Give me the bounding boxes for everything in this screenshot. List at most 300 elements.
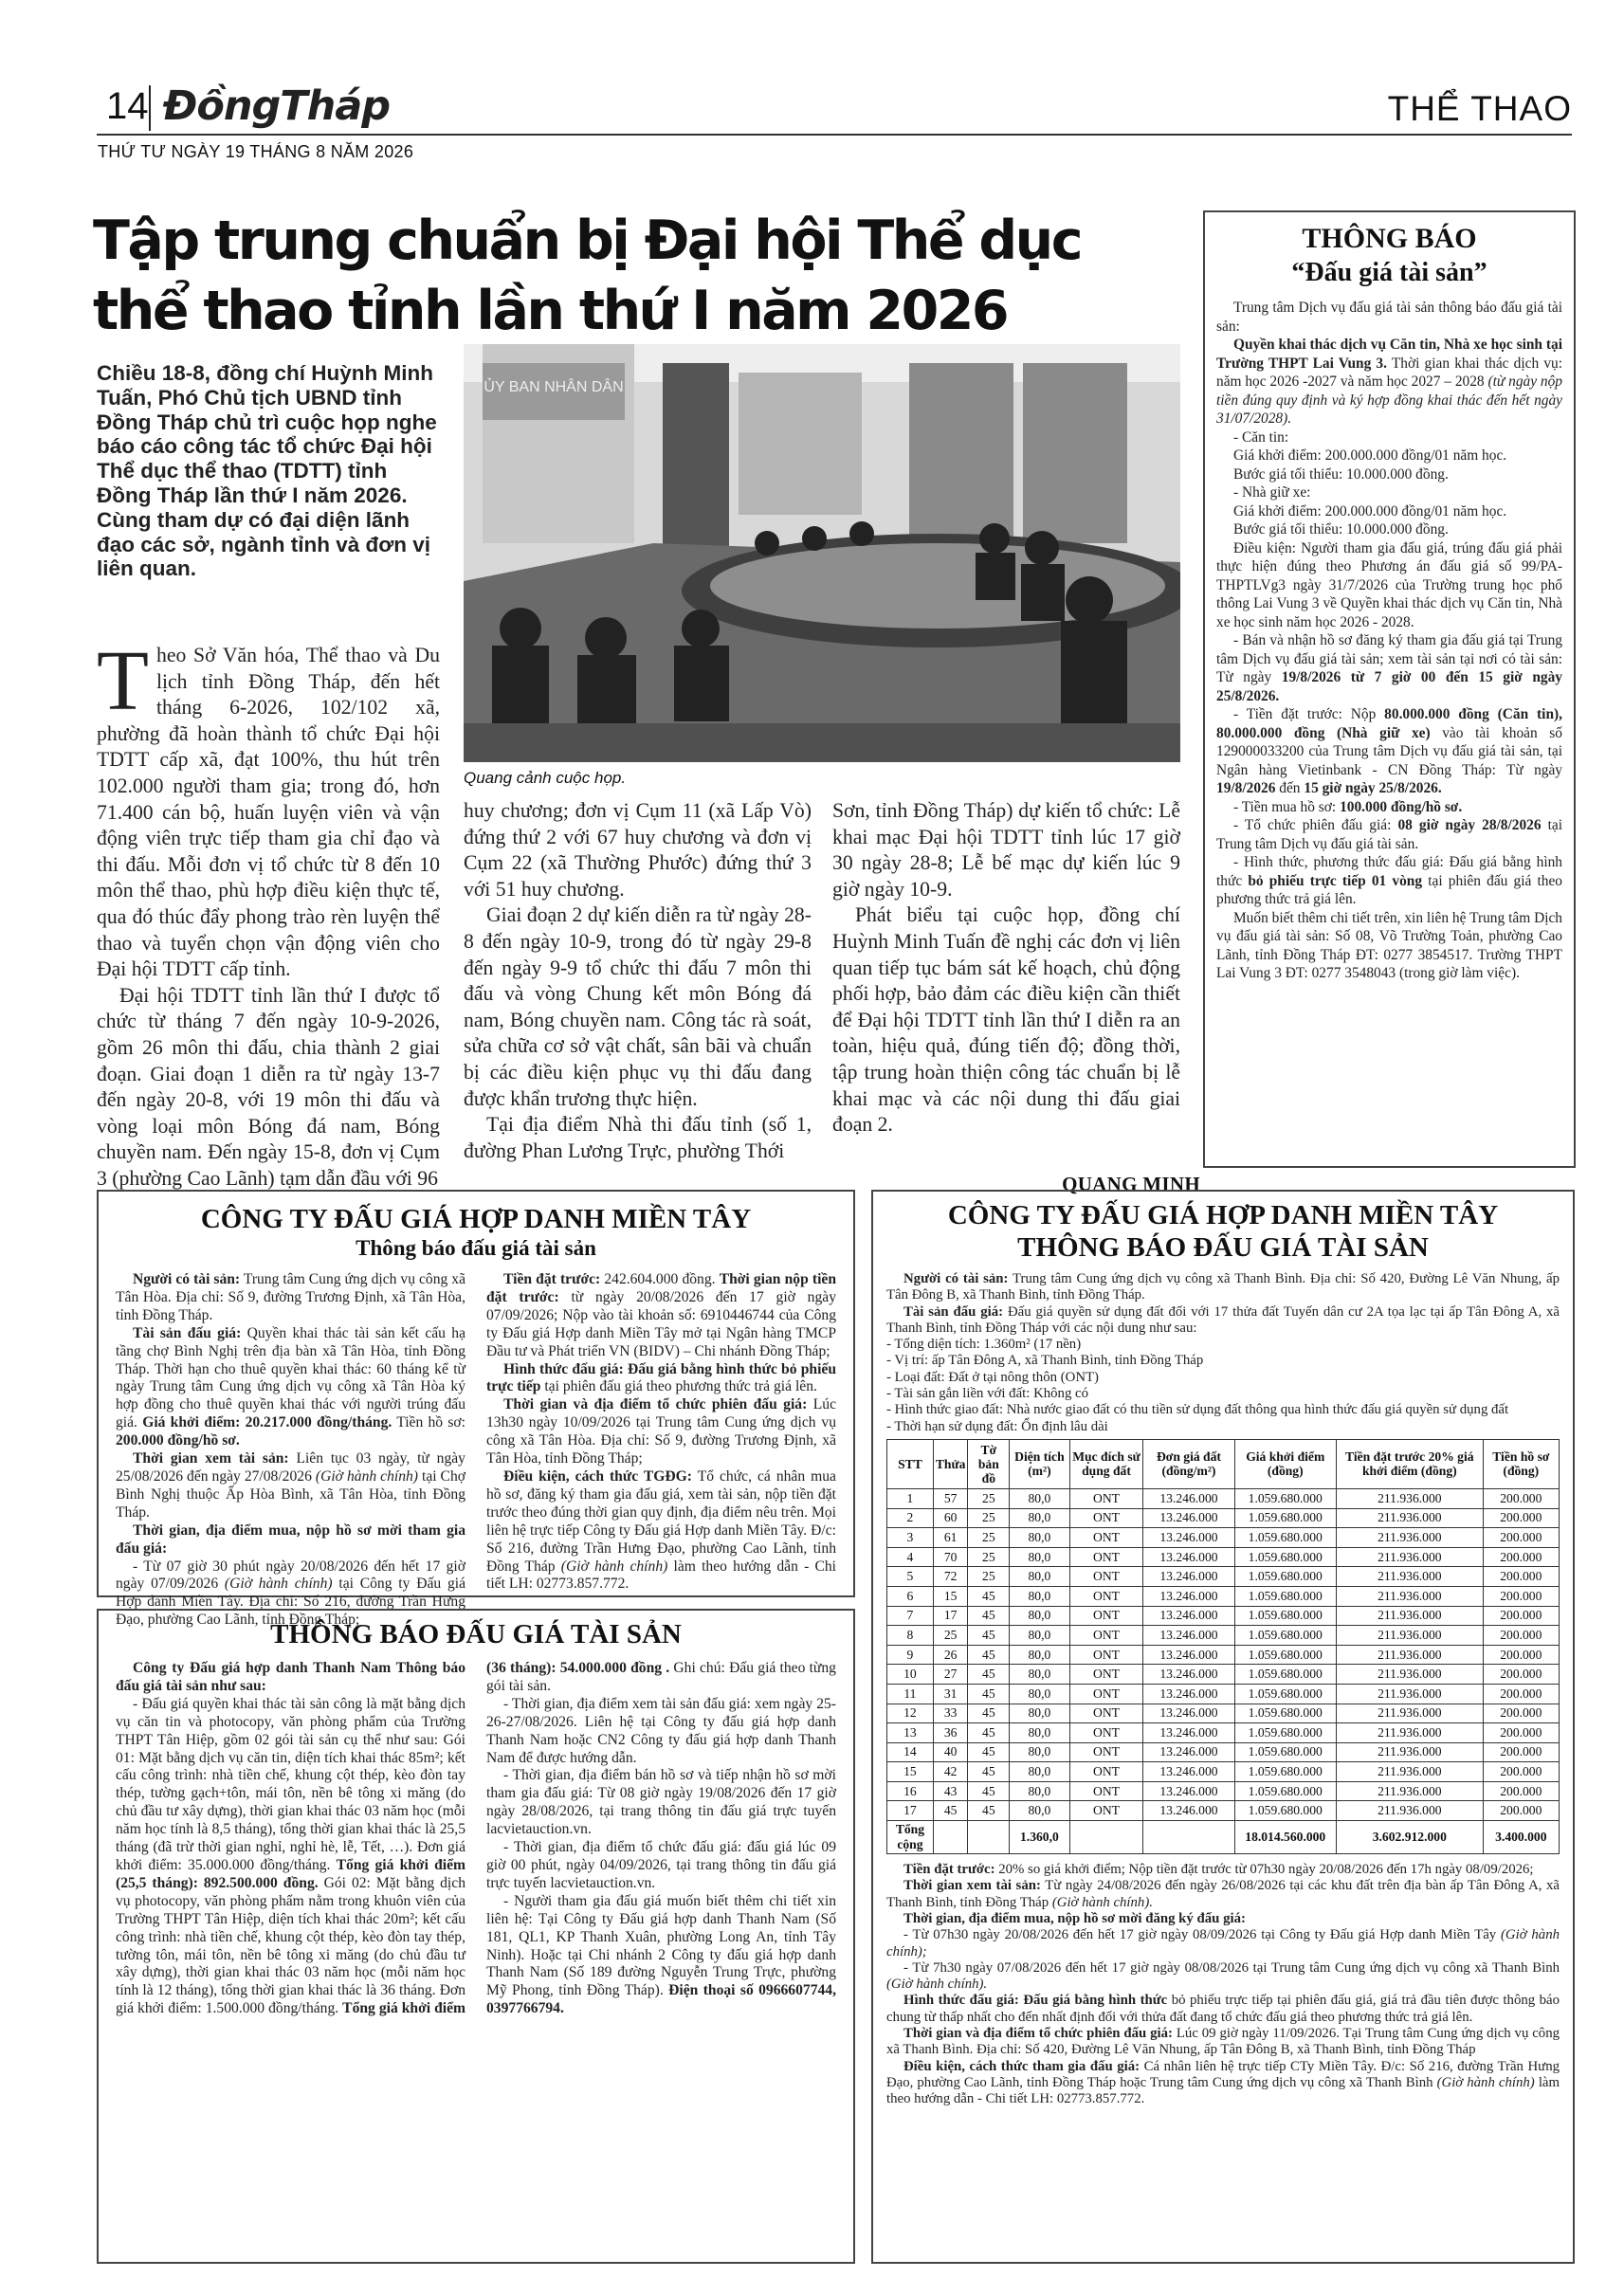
notice-text: bỏ phiếu trực tiếp 01 vòng (1248, 872, 1423, 889)
auction-ad-mien-tay-1 (97, 1190, 855, 1629)
table-header-cell: STT (887, 1439, 934, 1488)
table-cell: 80,0 (1010, 1488, 1069, 1508)
article-photo (464, 344, 1180, 762)
table-header-cell: Giá khởi điểm (đồng) (1234, 1439, 1336, 1488)
table-cell: 17 (887, 1801, 934, 1821)
ad-body-bottom (886, 1862, 1560, 2107)
notice-line: Bước giá tối thiểu: 10.000.000 đồng. (1233, 465, 1449, 483)
table-row (887, 1742, 1560, 1762)
photo-sign: ỦY BAN NHÂN DÂN (484, 379, 624, 395)
table-row (887, 1528, 1560, 1548)
table-total-cell: 18.014.560.000 (1234, 1821, 1336, 1854)
table-cell: 1.059.680.000 (1234, 1723, 1336, 1743)
ad-label: Tài sản đấu giá: (903, 1303, 1004, 1320)
ad-label: Tiền đặt trước: (903, 1862, 995, 1878)
table-cell: 13 (887, 1723, 934, 1743)
table-cell: ONT (1069, 1704, 1143, 1723)
table-cell: 25 (968, 1547, 1010, 1567)
table-cell: 13.246.000 (1143, 1742, 1234, 1762)
table-cell: 200.000 (1483, 1626, 1559, 1646)
table-cell: 45 (933, 1801, 968, 1821)
table-cell: 36 (933, 1723, 968, 1743)
ad-label: Thời gian và địa điểm tổ chức phiên đấu giá: (503, 1396, 808, 1413)
table-cell: 80,0 (1010, 1528, 1069, 1548)
table-cell: 13.246.000 (1143, 1547, 1234, 1567)
table-total-row (887, 1821, 1560, 1854)
article-column-2 (464, 798, 812, 1164)
table-row (887, 1665, 1560, 1685)
notice-text: tại Trung tâm Dịch vụ đấu giá tài sản. (1216, 817, 1563, 852)
table-cell: 13.246.000 (1143, 1704, 1234, 1723)
table-total-cell: 3.400.000 (1483, 1821, 1559, 1854)
ad-body (116, 1271, 836, 1630)
table-cell: 200.000 (1483, 1488, 1559, 1508)
ad-label: Tiền đặt trước: (503, 1271, 601, 1287)
ad-text: Gói 02: Mặt bằng dịch vụ photocopy, văn phòng phẩm nằm trong khuôn viên của Trường THPT Tân Hiệp, diện tích khai thác 20m²; kết cấu công trình: nhà tiền chế, khung cột thép, kèo đòn tay thép, tường tôn, mái tôn, nền bê tông xi măng (do chủ đầu tư xây dựng), thời gian khai thác 03 năm học (mỗi năm học tính là 12 tháng), tổng thời gian khai thác là 36 tháng. Đơn giá khởi điểm: 1.500.000 đồng/tháng. (116, 1874, 465, 2017)
table-cell: ONT (1069, 1606, 1143, 1626)
table-cell: 25 (968, 1508, 1010, 1528)
ad-label: Thời gian xem tài sản: (133, 1450, 289, 1467)
notice-text: - Tổ chức phiên đấu giá: (1233, 817, 1392, 833)
ad-text: - Đấu giá quyền khai thác tài sản công là mặt bằng dịch vụ căn tin và photocopy, văn phòng phẩm của Trường THPT Tân Hiệp, gồm 02 gói tài sản cụ thể như sau: Gói 01: Mặt bằng dịch vụ căn tin, diện tích khai thác 85m²; kết cấu công trình: nhà tiền chế, khung cột thép, kèo đòn tay thép, tường gạch+tôn, mái tôn, nền bê tông xi măng (do chủ đầu tư xây dựng), thời gian khai thác 03 năm học (mỗi năm học tính là 8,5 tháng), tổng thời gian khai thác là 25,5 tháng (đã trừ thời gian nghỉ, nghỉ hè, lễ, Tết, …). Đơn giá khởi điểm: 35.000.000 đồng/tháng. (116, 1695, 465, 1873)
article-paragraph-5: Tại địa điểm Nhà thi đấu tỉnh (số 1, đường Phan Lương Trực, phường Thới (464, 1113, 812, 1162)
notice-text: 100.000 đồng/hồ sơ. (1340, 798, 1463, 815)
table-cell: 13.246.000 (1143, 1762, 1234, 1782)
table-cell: 1.059.680.000 (1234, 1762, 1336, 1782)
table-cell: ONT (1069, 1684, 1143, 1704)
notice-text: 19/8/2026 (1216, 780, 1276, 796)
table-cell: ONT (1069, 1781, 1143, 1801)
table-cell: 40 (933, 1742, 968, 1762)
table-cell: 80,0 (1010, 1781, 1069, 1801)
table-cell: 80,0 (1010, 1704, 1069, 1723)
table-cell: 200.000 (1483, 1586, 1559, 1606)
table-row (887, 1762, 1560, 1782)
table-cell: 10 (887, 1665, 934, 1685)
article-paragraph-7: Phát biểu tại cuộc họp, đồng chí Huỳnh Minh Tuấn đề nghị các đơn vị liên quan tiếp tục bám sát kế hoạch, chủ động phối hợp, bảo đảm các điều kiện cần thiết để Đại hội TDTT tỉnh lần thứ I diễn ra an toàn, hiệu quả, đúng tiến độ; đồng thời, tập trung hoàn thiện công tác chuẩn bị lễ khai mạc và các nội dung thi đấu giai đoạn 2. (832, 903, 1180, 1137)
photo-caption: Quang cảnh cuộc họp. (464, 769, 627, 787)
table-cell: 13.246.000 (1143, 1645, 1234, 1665)
ad-text: (Giờ hành chính) (224, 1576, 333, 1593)
table-cell: 211.936.000 (1336, 1684, 1483, 1704)
notice-asset: Quyền khai thác dịch vụ Căn tin, Nhà xe học sinh tại Trường THPT Lai Vung 3. (1216, 337, 1562, 372)
ad-text: làm theo hướng dẫn - Chi tiết LH: 02773.857.772. (486, 1558, 836, 1593)
table-row (887, 1606, 1560, 1626)
table-cell: 1.059.680.000 (1234, 1704, 1336, 1723)
ad-text: (Giờ hành chính). (886, 1977, 988, 1993)
ad-label: Điều kiện, cách thức TGĐG: (503, 1467, 692, 1485)
table-cell: 5 (887, 1567, 934, 1587)
ad-text: Đấu giá quyền sử dụng đất đối với 17 thửa đất Tuyến dân cư 2A tọa lạc tại ấp Tân Đông A, xã Thanh Bình, tỉnh Đồng Tháp với các nội dung như sau: (886, 1303, 1560, 1336)
drop-cap: T (97, 634, 149, 728)
ad-list-item: - Thời hạn sử dụng đất: Ổn định lâu dài (886, 1418, 1108, 1434)
table-cell: 45 (968, 1801, 1010, 1821)
table-cell: 80,0 (1010, 1684, 1069, 1704)
table-row (887, 1704, 1560, 1723)
article-paragraph-3: huy chương; đơn vị Cụm 11 (xã Lấp Vò) đứng thứ 2 với 67 huy chương và đơn vị Cụm 22 (xã Thường Phước) đứng thứ 3 với 51 huy chương. (464, 799, 812, 901)
ad-text: - Thời gian, địa điểm xem tài sản đấu giá: xem ngày 25-26-27/08/2026. Liên hệ tại Công ty đấu giá hợp danh Thanh Nam hoặc CN2 Công ty đấu giá hợp danh Thanh Nam để được hướng dẫn. (486, 1695, 836, 1766)
notice-line: Bước giá tối thiểu: 10.000.000 đồng. (1233, 521, 1449, 538)
ad-label: Thời gian xem tài sản: (903, 1878, 1041, 1894)
meeting-photo-illustration (464, 344, 1180, 762)
notice-text: - Bán và nhận hồ sơ đăng ký tham gia đấu giá tại Trung tâm Dịch vụ đấu giá tài sản; xem tài sản tại nơi có tài sản: Từ ngày (1216, 632, 1562, 685)
table-cell: 80,0 (1010, 1742, 1069, 1762)
article-paragraph-2: Đại hội TDTT tỉnh lần thứ I được tổ chức từ tháng 7 đến ngày 10-9-2026, gồm 26 môn thi đấu, chia thành 2 giai đoạn. Giai đoạn 1 diễn ra từ ngày 13-7 đến ngày 20-8, với 19 môn thi đấu và vòng loại môn Bóng đá nam, Bóng chuyền nam. Đến ngày 15-8, đơn vị Cụm 3 (phường Cao Lãnh) tạm dẫn đầu với 96 (97, 983, 440, 1190)
table-cell: 200.000 (1483, 1508, 1559, 1528)
ad-label: Thời gian, địa điểm mua, nộp hồ sơ mời đăng ký đấu giá: (903, 1910, 1246, 1926)
table-cell: 200.000 (1483, 1645, 1559, 1665)
notice-line: - Căn tin: (1233, 428, 1289, 446)
table-cell: 1.059.680.000 (1234, 1567, 1336, 1587)
notice-line: - Nhà giữ xe: (1233, 484, 1311, 501)
table-total-cell (1069, 1821, 1143, 1854)
table-cell: 26 (933, 1645, 968, 1665)
table-cell: ONT (1069, 1586, 1143, 1606)
ad-text: tại Công ty Đấu giá Hợp danh Miền Tây. Địa chỉ: Số 216, đường Trần Hưng Đạo, phường Cao Lãnh, tỉnh Đồng Tháp; (116, 1576, 465, 1629)
notice-text: vào tài khoản số 129000033200 của Trung tâm Dịch vụ đấu giá tài sản, tại Ngân hàng Vietinbank - CN Đồng Tháp: Từ ngày (1216, 724, 1562, 778)
table-cell: 13.246.000 (1143, 1801, 1234, 1821)
table-cell: 200.000 (1483, 1547, 1559, 1567)
table-cell: ONT (1069, 1665, 1143, 1685)
ad-text: Ghi chú: Đấu giá theo từng gói tài sản. (486, 1660, 836, 1694)
table-cell: 13.246.000 (1143, 1684, 1234, 1704)
ad-list-item: - Tài sản gắn liền với đất: Không có (886, 1386, 1089, 1402)
table-cell: 1 (887, 1488, 934, 1508)
ad-text: tại phiên đấu giá theo phương thức trả giá lên. (544, 1378, 817, 1395)
ad-title: THÔNG BÁO ĐẤU GIÁ TÀI SẢN (270, 1619, 682, 1649)
ad-text: (Giờ hành chính); (886, 1927, 1560, 1959)
table-row (887, 1626, 1560, 1646)
ad-label: Công ty Đấu giá hợp danh Thanh Nam Thông báo đấu giá tài sản như sau: (116, 1660, 465, 1694)
table-cell: 200.000 (1483, 1723, 1559, 1743)
table-cell: 45 (968, 1684, 1010, 1704)
table-cell: 211.936.000 (1336, 1742, 1483, 1762)
table-cell: 45 (968, 1665, 1010, 1685)
table-cell: 211.936.000 (1336, 1645, 1483, 1665)
table-cell: ONT (1069, 1626, 1143, 1646)
table-cell: ONT (1069, 1645, 1143, 1665)
table-cell: 17 (933, 1606, 968, 1626)
notice-text: 80.000.000 đồng (Căn tin), 80.000.000 đồng (Nhà giữ xe) (1216, 706, 1562, 741)
notice-text: 15 giờ ngày 25/8/2026. (1304, 780, 1442, 796)
ad-text: 20% so giá khởi điểm; Nộp tiền đặt trước từ 07h30 ngày 20/08/2026 đến 17h ngày 08/09/2026; (998, 1862, 1534, 1878)
table-header-cell: Diện tích (m²) (1010, 1439, 1069, 1488)
table-cell: 80,0 (1010, 1567, 1069, 1587)
table-cell: 8 (887, 1626, 934, 1646)
ad-label: Người có tài sản: (133, 1271, 241, 1287)
table-cell: 1.059.680.000 (1234, 1665, 1336, 1685)
table-cell: 13.246.000 (1143, 1508, 1234, 1528)
table-cell: ONT (1069, 1723, 1143, 1743)
table-cell: 1.059.680.000 (1234, 1528, 1336, 1548)
auction-ad-thanh-nam (97, 1609, 855, 2264)
table-cell: 1.059.680.000 (1234, 1626, 1336, 1646)
table-cell: 80,0 (1010, 1723, 1069, 1743)
table-cell: 13.246.000 (1143, 1626, 1234, 1646)
notice-text: 15 giờ ngày 25/8/2026. (1216, 669, 1562, 704)
table-cell: 45 (968, 1762, 1010, 1782)
table-cell: 31 (933, 1684, 968, 1704)
ad-text: - Thời gian, địa điểm tổ chức đấu giá: đấu giá lúc 09 giờ 00 phút, ngày 04/09/2026, tại trang thông tin đấu giá trực tuyến lacvietauction.vn. (486, 1839, 836, 1891)
table-total-cell (1143, 1821, 1234, 1854)
notice-condition: Điều kiện: Người tham gia đấu giá, trúng đấu giá phải thực hiện đúng theo Phương án đấu giá số 99/PA- THPTLVg3 ngày 31/7/2026 của Trường trung học phổ thông Lai Vung 3 về Quyền khai thác dịch vụ Căn tin, Nhà xe học sinh năm học 2026 - 2028. (1216, 539, 1562, 630)
table-cell: 13.246.000 (1143, 1606, 1234, 1626)
notice-text: đến (1279, 780, 1301, 796)
table-cell: 42 (933, 1762, 968, 1782)
ad-body (886, 1271, 1560, 1435)
table-row (887, 1645, 1560, 1665)
table-row (887, 1781, 1560, 1801)
table-total-cell: 3.602.912.000 (1336, 1821, 1483, 1854)
table-cell: 211.936.000 (1336, 1801, 1483, 1821)
table-cell: 15 (887, 1762, 934, 1782)
table-cell: ONT (1069, 1567, 1143, 1587)
ad-label: Tài sản đấu giá: (133, 1324, 242, 1341)
table-cell: 1.059.680.000 (1234, 1586, 1336, 1606)
table-header-row (887, 1439, 1560, 1488)
table-cell: 16 (887, 1781, 934, 1801)
table-cell: 13.246.000 (1143, 1586, 1234, 1606)
ad-text: Lúc 13h30 ngày 10/09/2026 tại Trung tâm Cung ứng dịch vụ công xã Tân Hòa. Địa chỉ: Số 9, đường Trương Định, xã Tân Hòa, tỉnh Đồng Tháp; (486, 1396, 836, 1467)
table-cell: 45 (968, 1586, 1010, 1606)
ad-text: - Từ 07h30 ngày 20/08/2026 đến hết 17 giờ ngày 08/09/2026 tại Công ty Đấu giá Hợp danh Miền Tây (903, 1927, 1497, 1943)
table-cell: 80,0 (1010, 1606, 1069, 1626)
table-cell: 1.059.680.000 (1234, 1508, 1336, 1528)
table-cell: 1.059.680.000 (1234, 1645, 1336, 1665)
table-cell: 80,0 (1010, 1508, 1069, 1528)
notice-body (1216, 299, 1562, 983)
table-total-cell (933, 1821, 968, 1854)
table-cell: 13.246.000 (1143, 1665, 1234, 1685)
table-cell: 4 (887, 1547, 934, 1567)
ad-label: 200.000 đồng/hồ sơ. (116, 1432, 240, 1449)
table-cell: 6 (887, 1586, 934, 1606)
table-cell: 45 (968, 1645, 1010, 1665)
table-cell: 27 (933, 1665, 968, 1685)
article-paragraph-6: Sơn, tỉnh Đồng Tháp) dự kiến tổ chức: Lễ khai mạc Đại hội TDTT tỉnh lúc 17 giờ 30 ngày 28-8; Lễ bế mạc dự kiến lúc 9 giờ ngày 10-9. (832, 799, 1180, 901)
article-column-1 (97, 634, 440, 1192)
ad-title: CÔNG TY ĐẤU GIÁ HỢP DANH MIỀN TÂY (200, 1204, 752, 1234)
table-total-cell: Tổng cộng (887, 1821, 934, 1854)
ad-label: Điện thoại số 0966607744, 0397766794. (486, 1982, 836, 2017)
article-paragraph-1: heo Sở Văn hóa, Thể thao và Du lịch tỉnh Đồng Tháp, đến hết tháng 6-2026, 102/102 xã, phường đã hoàn thành tổ chức Đại hội TDTT cấp xã, đạt 100%, thu hút trên 102.000 người tham gia; trong đó, hơn 71.400 cán bộ, huấn luyện viên và vận động viên trực tiếp tham gia chỉ đạo và thi đấu. Mỗi đơn vị tổ chức từ 8 đến 10 môn thể thao, phù hợp điều kiện thực tế, qua đó thúc đẩy phong trào rèn luyện thể thao và tuyển chọn vận động viên cho Đại hội TDTT cấp tỉnh. (97, 644, 440, 981)
ad-label: Giá khởi điểm: 20.217.000 đồng/tháng. (142, 1414, 392, 1431)
table-cell: 3 (887, 1528, 934, 1548)
table-header-cell: Thửa (933, 1439, 968, 1488)
ad-label: Thời gian nộp tiền đặt trước: (486, 1271, 836, 1305)
ad-text: Từ ngày 24/08/2026 đến ngày 26/08/2026 tại các khu đất trên địa bàn ấp Tân Đông A, xã Thanh Bình, tỉnh Đồng Tháp (886, 1878, 1560, 1910)
article-headline: Tập trung chuẩn bị Đại hội Thể dục thể thao tỉnh lần thứ I năm 2026 (93, 210, 1082, 342)
ad-text: Lúc 09 giờ ngày 11/09/2026. Tại Trung tâm Cung ứng dịch vụ công xã Thanh Bình. Địa chỉ: Số 420, Đường Lê Văn Nhung, ấp Tân Đông B, xã Thanh Bình, tỉnh Đồng Tháp (886, 2026, 1560, 2058)
notice-time: Thời gian khai thác dịch vụ: năm học 2026 -2027 và năm học 2027 – 2028 (1216, 355, 1562, 390)
ad-list-item: - Hình thức giao đất: Nhà nước giao đất có thu tiền sử dụng đất thông qua hình thức đấu giá quyền sử dụng đất (886, 1402, 1509, 1418)
table-cell: 211.936.000 (1336, 1762, 1483, 1782)
table-cell: ONT (1069, 1547, 1143, 1567)
table-cell: 200.000 (1483, 1801, 1559, 1821)
ad-text: bỏ phiếu trực tiếp tại phiên đấu giá, giá trả đầu tiên được thông báo chung từ thấp nhất cho đến nhất định đối với thửa đất đang tổ chức đấu giá theo phương thức trả giá lên. (886, 1993, 1560, 2025)
ad-text: (Giờ hành chính) (560, 1558, 668, 1575)
ad-text: - Từ 07 giờ 30 phút ngày 20/08/2026 đến hết 17 giờ ngày 07/09/2026 (116, 1558, 465, 1593)
table-cell: 211.936.000 (1336, 1723, 1483, 1743)
table-cell: 80,0 (1010, 1547, 1069, 1567)
table-cell: 211.936.000 (1336, 1586, 1483, 1606)
ad-text: từ ngày 20/08/2026 đến 17 giờ ngày 07/09/2026; Nộp vào tài khoản số: 6910446744 của Công ty Đấu giá Hợp danh Miền Tây mở tại Ngân hàng TMCP Đầu tư và Phát triển VN (BIDV) – Chi nhánh Đồng Tháp; (486, 1288, 836, 1359)
table-cell: 211.936.000 (1336, 1508, 1483, 1528)
ad-text: Liên tục 03 ngày, từ ngày 25/08/2026 đến ngày 27/08/2026 (116, 1450, 465, 1485)
table-cell: 57 (933, 1488, 968, 1508)
ad-text: (Giờ hành chính). (1051, 1894, 1153, 1910)
table-cell: 33 (933, 1704, 968, 1723)
table-cell: 80,0 (1010, 1626, 1069, 1646)
ad-text: Cá nhân liên hệ trực tiếp CTy Miền Tây. Đ/c: Số 216, đường Trần Hưng Đạo, phường Cao Lãnh, tỉnh Đồng Tháp hoặc Trung tâm Cung ứng dịch vụ công xã Thanh Bình (886, 2058, 1560, 2090)
ad-text: Trung tâm Cung ứng dịch vụ công xã Tân Hòa. Địa chỉ: Số 9, đường Trương Định, xã Tân Hòa, tỉnh Đồng Tháp. (116, 1271, 466, 1323)
table-cell: 211.936.000 (1336, 1488, 1483, 1508)
table-row (887, 1723, 1560, 1743)
masthead-logo: ĐồngTháp (163, 82, 391, 130)
table-cell: 200.000 (1483, 1742, 1559, 1762)
notice-text: - Tiền mua hồ sơ: (1233, 798, 1337, 815)
ad-text: Trung tâm Cung ứng dịch vụ công xã Thanh Bình. Địa chỉ: Số 420, Đường Lê Văn Nhung, ấp Tân Đông B, xã Thanh Bình, tỉnh Đồng Tháp. (886, 1271, 1560, 1303)
table-cell: 45 (968, 1704, 1010, 1723)
byline: QUANG MINH (1062, 1173, 1200, 1195)
table-cell: 72 (933, 1567, 968, 1587)
table-cell: 211.936.000 (1336, 1626, 1483, 1646)
notice-intro: Trung tâm Dịch vụ đấu giá tài sản thông báo đấu giá tài sản: (1216, 300, 1562, 335)
table-cell: 70 (933, 1547, 968, 1567)
table-cell: ONT (1069, 1508, 1143, 1528)
table-cell: 13.246.000 (1143, 1567, 1234, 1587)
table-cell: 1.059.680.000 (1234, 1547, 1336, 1567)
table-cell: 80,0 (1010, 1801, 1069, 1821)
table-cell: 1.059.680.000 (1234, 1684, 1336, 1704)
table-total-cell: 1.360,0 (1010, 1821, 1069, 1854)
ad-label: Người có tài sản: (903, 1271, 1009, 1286)
table-cell: 211.936.000 (1336, 1665, 1483, 1685)
table-cell: 13.246.000 (1143, 1528, 1234, 1548)
article-lead: Chiều 18-8, đồng chí Huỳnh Minh Tuấn, Phó Chủ tịch UBND tỉnh Đồng Tháp chủ trì cuộc họp nghe báo cáo công tác tổ chức Đại hội Thể dục thể thao (TDTT) tỉnh Đồng Tháp lần thứ I năm 2026. Cùng tham dự có đại diện lãnh đạo các sở, ngành tỉnh và đơn vị liên quan. (97, 361, 437, 581)
ad-text: - Người tham gia đấu giá muốn biết thêm chi tiết xin liên hệ: Tại Công ty Đấu giá hợp danh Thanh Nam (Số 181, QL1, KP Thanh Xuân, phường Long An, tỉnh Tây Ninh). Hoặc tại Chi nhánh 2 Công ty đấu giá hợp danh Thanh Nam (Số 189 đường Nguyễn Trung Trực, phường Mỹ Phong, tỉnh Đồng Tháp). (486, 1892, 836, 1999)
table-cell: 200.000 (1483, 1762, 1559, 1782)
notice-line: Giá khởi điểm: 200.000.000 đồng/01 năm học. (1233, 502, 1507, 519)
ad-label: Hình thức đấu giá: Đấu giá bằng hình thức bỏ phiếu trực tiếp (486, 1360, 836, 1395)
ad-label: Điều kiện, cách thức tham gia đấu giá: (903, 2058, 1140, 2074)
table-cell: 15 (933, 1586, 968, 1606)
notice-text: tại phiên đấu giá theo phương thức trả giá lên. (1216, 872, 1562, 907)
ad-label: Hình thức đấu giá: Đấu giá bằng hình thức (903, 1993, 1168, 2009)
table-header-cell: Đơn giá đất (đồng/m²) (1143, 1439, 1234, 1488)
table-cell: 11 (887, 1684, 934, 1704)
table-cell: 1.059.680.000 (1234, 1488, 1336, 1508)
ad-text: 242.604.000 đồng. (604, 1271, 716, 1287)
table-cell: 211.936.000 (1336, 1606, 1483, 1626)
table-cell: 13.246.000 (1143, 1488, 1234, 1508)
table-cell: 211.936.000 (1336, 1781, 1483, 1801)
section-title: THỂ THAO (1387, 89, 1572, 128)
table-header-cell: Tờ bản đồ (968, 1439, 1010, 1488)
table-row (887, 1508, 1560, 1528)
table-row (887, 1684, 1560, 1704)
table-cell: 60 (933, 1508, 968, 1528)
table-cell: 7 (887, 1606, 934, 1626)
table-cell: 12 (887, 1704, 934, 1723)
ad-text: - Thời gian, địa điểm bán hồ sơ và tiếp nhận hồ sơ mời tham gia đấu giá: Từ 08 giờ ngày 19/08/2026 đến 17 giờ ngày 28/08/2026, tại trang thông tin đấu giá trực tuyến lacvietauction.vn. (486, 1767, 836, 1838)
table-cell: 45 (968, 1626, 1010, 1646)
table-cell: 25 (968, 1528, 1010, 1548)
notice-contact: Muốn biết thêm chi tiết trên, xin liên hệ Trung tâm Dịch vụ đấu giá tài sản: Số 08, Võ Trường Toản, phường Cao Lãnh, tỉnh Đồng Tháp ĐT: 0277 3854517. Trường THPT Lai Vung 3 ĐT: 0277 3548043 (trong giờ làm việc). (1216, 909, 1562, 981)
table-cell: 25 (933, 1626, 968, 1646)
table-cell: 45 (968, 1742, 1010, 1762)
table-cell: 1.059.680.000 (1234, 1606, 1336, 1626)
land-lot-table (886, 1439, 1560, 1854)
table-cell: 43 (933, 1781, 968, 1801)
table-row (887, 1547, 1560, 1567)
table-cell: 25 (968, 1488, 1010, 1508)
ad-text: làm theo hướng dẫn - Chi tiết LH: 02773.857.772. (886, 2074, 1560, 2107)
notice-subtitle: “Đấu giá tài sản” (1291, 258, 1487, 287)
table-cell: ONT (1069, 1801, 1143, 1821)
table-cell: 200.000 (1483, 1781, 1559, 1801)
ad-text: (Giờ hành chính) (315, 1467, 418, 1485)
table-cell: 80,0 (1010, 1645, 1069, 1665)
notice-time-note: (từ ngày nộp tiền đúng quy định và ký hợp đồng khai thác đến hết ngày 31/07/2028). (1216, 374, 1562, 427)
auction-notice-box (1203, 210, 1576, 1168)
ad-text: (Giờ hành chính) (1436, 2074, 1535, 2090)
ad-title: CÔNG TY ĐẤU GIÁ HỢP DANH MIỀN TÂY (947, 1200, 1499, 1230)
ad-list-item: - Tổng diện tích: 1.360m² (17 nền) (886, 1337, 1082, 1353)
table-cell: 200.000 (1483, 1684, 1559, 1704)
table-cell: 211.936.000 (1336, 1704, 1483, 1723)
table-cell: 45 (968, 1723, 1010, 1743)
notice-line: Giá khởi điểm: 200.000.000 đồng/01 năm học. (1233, 447, 1507, 464)
table-cell: 25 (968, 1567, 1010, 1587)
table-cell: 61 (933, 1528, 968, 1548)
ad-list-item: - Loại đất: Đất ở tại nông thôn (ONT) (886, 1369, 1099, 1385)
table-cell: 211.936.000 (1336, 1567, 1483, 1587)
table-cell: 45 (968, 1781, 1010, 1801)
ad-label: Thời gian và địa điểm tổ chức phiên đấu giá: (903, 2026, 1173, 2042)
table-cell: ONT (1069, 1742, 1143, 1762)
table-cell: 14 (887, 1742, 934, 1762)
auction-ad-mien-tay-2 (871, 1190, 1575, 2264)
ad-label: Tổng giá khởi điểm (36 tháng): 54.000.000 đồng . (342, 1660, 670, 2017)
ad-label: Thời gian, địa điểm mua, nộp hồ sơ mời tham gia đấu giá: (116, 1522, 465, 1557)
table-cell: 1.059.680.000 (1234, 1781, 1336, 1801)
table-cell: 200.000 (1483, 1567, 1559, 1587)
table-cell: 200.000 (1483, 1528, 1559, 1548)
table-cell: 80,0 (1010, 1586, 1069, 1606)
table-cell: 1.059.680.000 (1234, 1742, 1336, 1762)
dateline: THỨ TƯ NGÀY 19 THÁNG 8 NĂM 2026 (98, 142, 414, 161)
table-cell: ONT (1069, 1528, 1143, 1548)
notice-title: THÔNG BÁO (1302, 223, 1477, 254)
header-divider (149, 85, 151, 131)
notice-text: - Hình thức, phương thức đấu giá: Đấu giá bằng hình thức (1216, 854, 1562, 889)
ad-body (116, 1660, 836, 2018)
ad-title: THÔNG BÁO ĐẤU GIÁ TÀI SẢN (1017, 1232, 1429, 1263)
ad-text: Tổ chức, cá nhân mua hồ sơ, đăng ký tham gia đấu giá, xem tài sản, nộp tiền đặt trước theo đúng thời gian quy định, địa điểm nêu trên. Mọi liên hệ trực tiếp Công ty Đấu giá Hợp danh Miền Tây. Đ/c: Số 216, đường Trần Hưng Đạo, phường Cao Lãnh, tỉnh Đồng Tháp (486, 1467, 836, 1575)
ad-list-item: - Vị trí: ấp Tân Đông A, xã Thanh Bình, tỉnh Đồng Tháp (886, 1353, 1204, 1369)
table-cell: 45 (968, 1606, 1010, 1626)
table-row (887, 1801, 1560, 1821)
notice-text: 19/8/2026 từ 7 giờ 00 đến (1281, 669, 1469, 685)
table-cell: ONT (1069, 1762, 1143, 1782)
ad-text: tại Chợ Bình Nghị thuộc Ấp Hòa Bình, xã Tân Hòa, tỉnh Đồng Tháp. (116, 1467, 466, 1521)
page-number: 14 (106, 85, 149, 127)
ad-subtitle: Thông báo đấu giá tài sản (356, 1236, 596, 1260)
table-row (887, 1567, 1560, 1587)
table-row (887, 1488, 1560, 1508)
header-rule (97, 134, 1572, 136)
